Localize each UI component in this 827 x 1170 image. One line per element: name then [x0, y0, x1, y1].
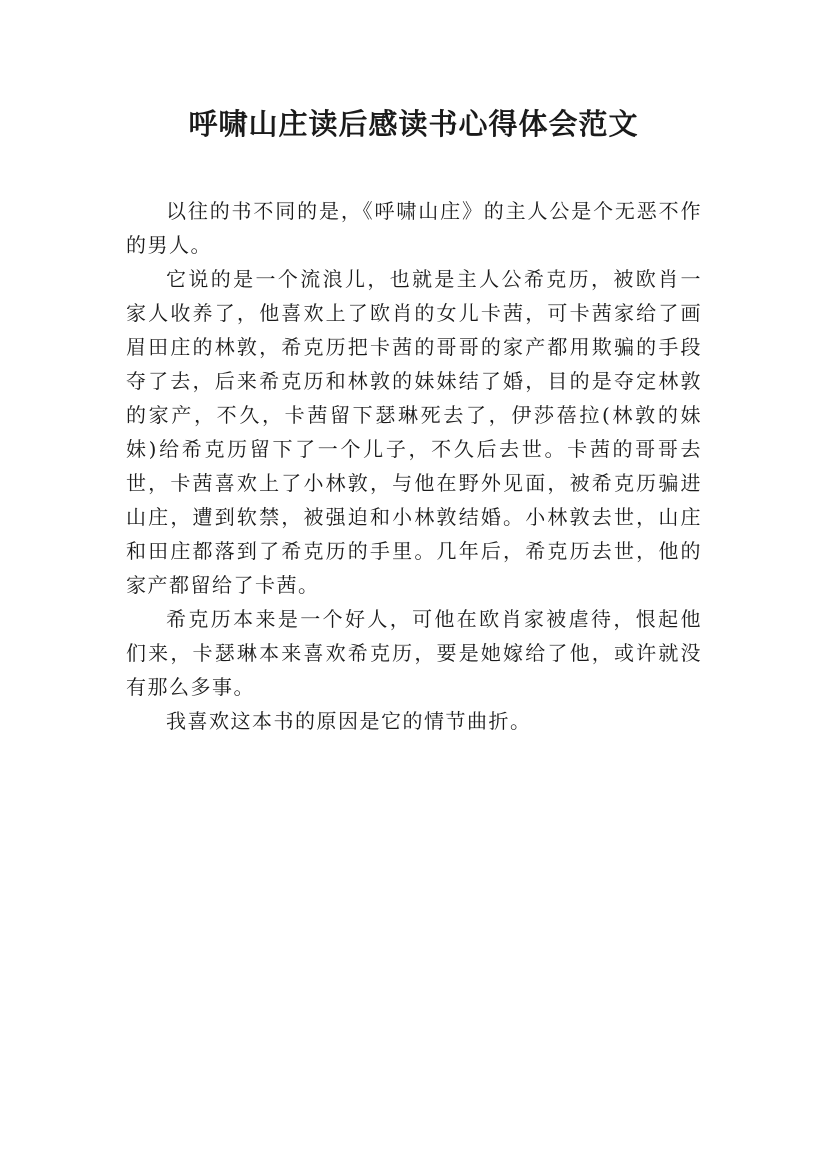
paragraph-4: 我喜欢这本书的原因是它的情节曲折。	[166, 709, 532, 733]
paragraph-2: 它说的是一个流浪儿，也就是主人公希克历，被欧肖一家人收养了，他喜欢上了欧肖的女儿卡茜，可卡茜家给了画眉田庄的林敦，希克历把卡茜的哥哥的家产都用欺骗的手段夺了去，后来希克历和林敦的妹妹结了婚，目的是夺定林敦的家产，不久，卡茜留下瑟琳死去了，伊莎蓓拉(林敦的妹妹)给希克历留下了一个儿子，不久后去世。卡茜的哥哥去世，卡茜喜欢上了小林敦，与他在野外见面，被希克历骗进山庄，遭到软禁，被强迫和小林敦结婚。小林敦去世，山庄和田庄都落到了希克历的手里。几年后，希克历去世，他的家产都留给了卡茜。	[126, 267, 702, 597]
paragraph-3: 希克历本来是一个好人，可他在欧肖家被虐待，恨起他们来，卡瑟琳本来喜欢希克历，要是她嫁给了他，或许就没有那么多事。	[126, 607, 702, 699]
document-title: 呼啸山庄读后感读书心得体会范文	[188, 107, 639, 141]
paragraph-1: 以往的书不同的是，《呼啸山庄》的主人公是个无恶不作的男人。	[126, 199, 702, 257]
document-body	[126, 194, 702, 738]
